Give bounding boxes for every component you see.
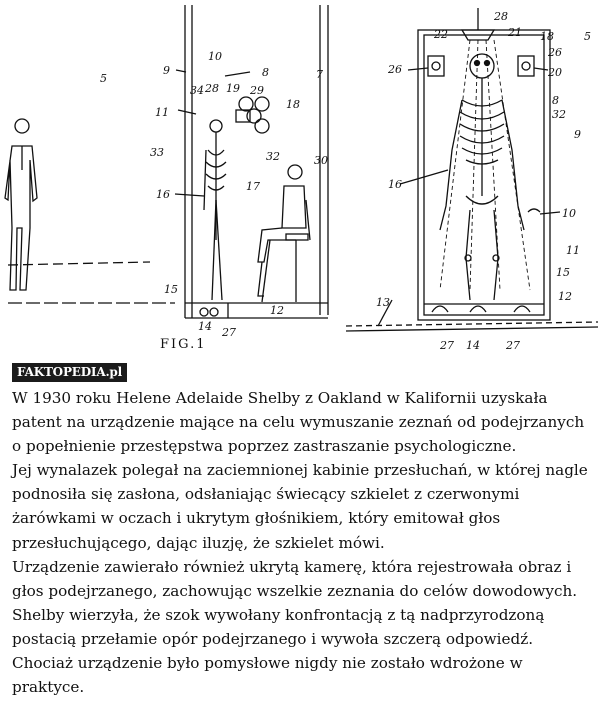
label: 30 bbox=[314, 154, 328, 167]
seated-man bbox=[258, 165, 310, 302]
label: 8 bbox=[262, 66, 269, 79]
label: 22 bbox=[434, 28, 448, 41]
label: 8 bbox=[552, 94, 559, 107]
label: 11 bbox=[566, 244, 580, 257]
label: 14 bbox=[466, 339, 480, 352]
skeleton-left bbox=[204, 120, 226, 300]
label: 26 bbox=[388, 63, 402, 76]
label: 34 bbox=[190, 84, 204, 97]
label: 28 bbox=[494, 10, 508, 23]
label: 27 bbox=[506, 339, 520, 352]
label: 7 bbox=[316, 68, 323, 81]
label: 26 bbox=[548, 46, 562, 59]
label: 12 bbox=[270, 304, 284, 317]
skeleton-right bbox=[440, 54, 524, 300]
label: 13 bbox=[376, 296, 390, 309]
figure-labels bbox=[100, 10, 591, 352]
label: 15 bbox=[556, 266, 570, 279]
article-paragraph: Urządzenie zawierało również ukrytą kamerę, która rejestrowała obraz i głos podejrzanego, zachowując wszelkie zeznania do celów dowodowych. Shelby wierzyła, że szok wywołany konfrontacją z tą nadprzyrodzoną postacią przełamie opór podejrzanego i wywoła szczerą odpowiedź. bbox=[12, 557, 578, 648]
label: 27 bbox=[440, 339, 454, 352]
article-paragraph: Jej wynalazek polegał na zaciemnionej kabinie przesłuchań, w której nagle podnosiła się zasłona, odsłaniając świecący szkielet z czerwonymi żarówkami w oczach i ukrytym głośnikiem, który emitował głos przesłuchującego, dając iluzję, że szkielet mówi. bbox=[12, 461, 588, 552]
brand-badge: FAKTOPEDIA.pl bbox=[12, 363, 127, 382]
label: 28 bbox=[205, 82, 219, 95]
label: 10 bbox=[208, 50, 222, 63]
label: 12 bbox=[558, 290, 572, 303]
patent-drawing-svg bbox=[0, 0, 600, 352]
article-paragraph: W 1930 roku Helene Adelaide Shelby z Oakland w Kalifornii uzyskała patent na urządzenie mające na celu wymuszanie zeznań od podejrzanych o popełnienie przestępstwa poprzez zastraszanie psychologiczne. bbox=[12, 389, 585, 456]
label: 9 bbox=[163, 64, 170, 77]
label: 16 bbox=[388, 178, 402, 191]
article-paragraph: Chociaż urządzenie było pomysłowe nigdy nie zostało wdrożone w praktyce. bbox=[12, 654, 523, 697]
label: 16 bbox=[156, 188, 170, 201]
article-text bbox=[12, 386, 596, 699]
label: 18 bbox=[540, 30, 554, 43]
label: 29 bbox=[250, 84, 264, 97]
patent-drawing bbox=[0, 0, 600, 352]
label: 21 bbox=[508, 26, 522, 39]
label: 5 bbox=[584, 30, 591, 43]
label: 20 bbox=[548, 66, 562, 79]
label: 11 bbox=[155, 106, 169, 119]
label: 5 bbox=[100, 72, 107, 85]
label: 27 bbox=[222, 326, 236, 339]
label: 9 bbox=[574, 128, 581, 141]
label: 18 bbox=[286, 98, 300, 111]
figure-caption: FIG.1 bbox=[160, 337, 207, 352]
label: 10 bbox=[562, 207, 576, 220]
label: 32 bbox=[266, 150, 280, 163]
label: 32 bbox=[552, 108, 566, 121]
label: 15 bbox=[164, 283, 178, 296]
label: 17 bbox=[246, 180, 260, 193]
label: 14 bbox=[198, 320, 212, 333]
label: 33 bbox=[150, 146, 164, 159]
label: 19 bbox=[226, 82, 240, 95]
